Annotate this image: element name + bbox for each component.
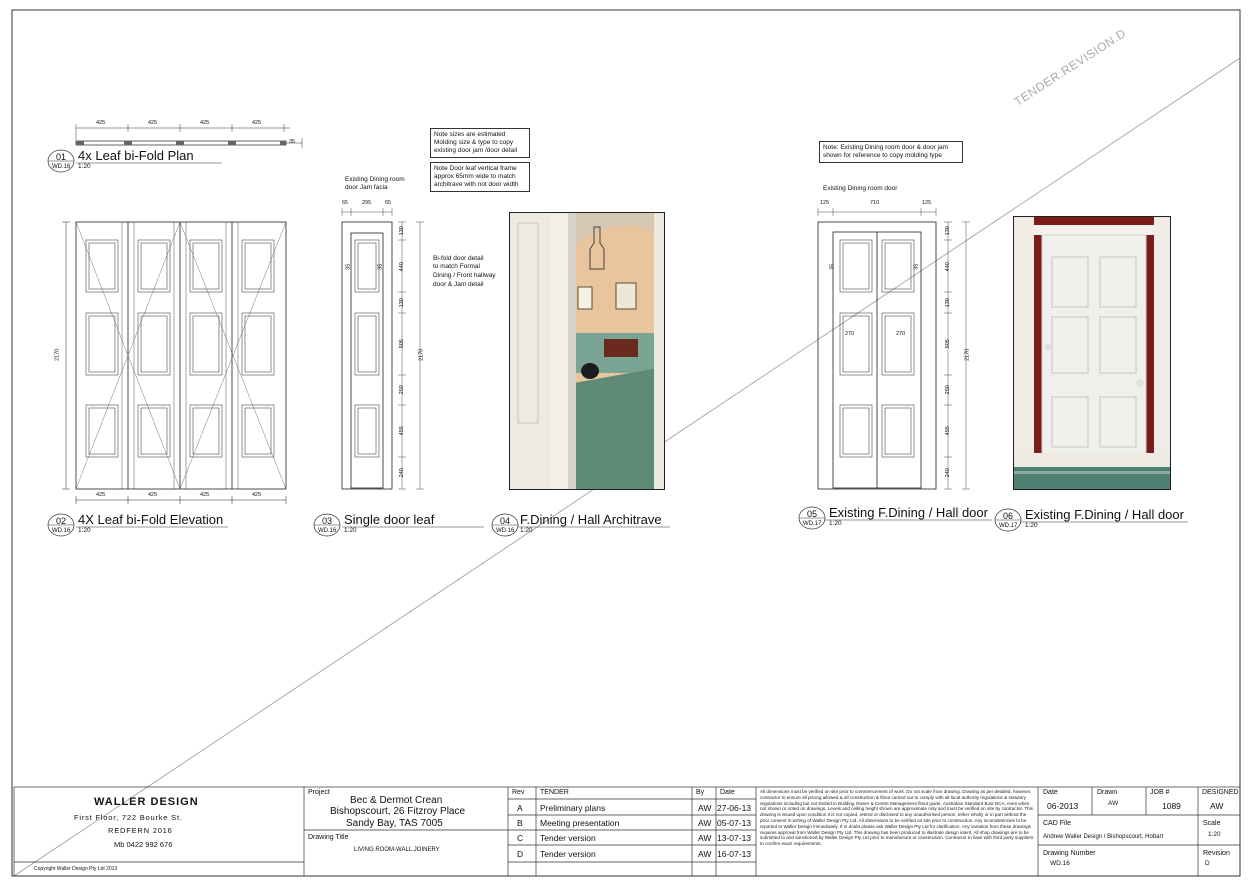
- dimension: 295: [362, 200, 372, 206]
- drawn-label: Drawn: [1097, 789, 1118, 796]
- dimension: 425: [200, 120, 210, 126]
- detail-scale: 1:20: [78, 527, 91, 534]
- annotation: to match Formal: [433, 263, 480, 270]
- annotation: Dining / Front hallway: [433, 272, 496, 279]
- detail-ref: WD.17: [803, 521, 822, 527]
- project-line: Bishopscourt, 26 Fitzroy Place: [330, 806, 466, 817]
- revision-date: 13-07-13: [717, 833, 752, 843]
- detail-title-04: F.Dining / Hall Architrave: [520, 512, 662, 527]
- by-header: By: [696, 789, 705, 796]
- tender-header: TENDER: [540, 789, 569, 796]
- company-mobile: Mb 0422 992 676: [114, 840, 173, 849]
- detail-ref: WD.17: [999, 523, 1018, 529]
- architrave-photo-drawing: [510, 213, 664, 489]
- dimension: 425: [252, 492, 262, 498]
- revision-label: Revision: [1203, 850, 1230, 857]
- annotation: Existing Dining room: [345, 176, 405, 183]
- revision-desc: Meeting presentation: [540, 818, 620, 828]
- dimension: 240: [398, 468, 405, 478]
- architrave-photo: [509, 212, 665, 490]
- detail-title-05: Existing F.Dining / Hall door: [829, 505, 988, 520]
- revision-date: 05-07-13: [717, 818, 752, 828]
- dimension: 2170: [964, 348, 971, 361]
- project-line: Bec & Dermot Crean: [350, 795, 443, 806]
- note-line: Note Door leaf vertical frame: [434, 165, 517, 172]
- cad-file-label: CAD File: [1043, 820, 1072, 827]
- dimension: 125: [820, 200, 830, 206]
- annotation: Existing Dining room door: [823, 185, 898, 192]
- dimension: 65: [385, 200, 392, 206]
- date-label: Date: [1043, 789, 1058, 796]
- revision-code: C: [517, 833, 524, 843]
- dimension: 2170: [418, 348, 425, 361]
- designed-label: DESIGNED: [1202, 789, 1239, 796]
- dimension: 35: [913, 263, 920, 270]
- company-address: First Floor, 722 Bourke St.: [74, 813, 183, 822]
- existing-door-photo: [1013, 216, 1171, 490]
- detail-scale: 1:20: [344, 527, 357, 534]
- dimension: 130: [944, 298, 951, 308]
- revision-date: 16-07-13: [717, 849, 752, 859]
- company-city: REDFERN 2016: [108, 826, 173, 835]
- dimension: 130: [398, 226, 405, 236]
- detail-title-01: 4x Leaf bi-Fold Plan: [78, 148, 194, 163]
- annotation: door & Jam detail: [433, 281, 484, 288]
- note-line: shown for reference to copy molding type: [823, 152, 942, 159]
- detail-number: 03: [322, 516, 333, 526]
- dimension: 425: [252, 120, 262, 126]
- dimension: 455: [398, 426, 405, 436]
- revision-by: AW: [698, 849, 712, 859]
- dimension: 270: [845, 331, 855, 337]
- single-leaf-03: [342, 208, 424, 489]
- note-line: Molding size & type to copy: [434, 139, 514, 146]
- detail-scale: 1:20: [78, 163, 91, 170]
- revision-code: B: [517, 818, 523, 828]
- dimension: 240: [944, 468, 951, 478]
- detail-number: 02: [56, 516, 67, 526]
- detail-scale: 1:20: [1025, 522, 1038, 529]
- dimension: 65: [342, 200, 349, 206]
- dimension: 130: [944, 226, 951, 236]
- drawn-value: AW: [1108, 800, 1119, 807]
- detail-title-03: Single door leaf: [344, 512, 435, 527]
- dimension: 440: [944, 262, 951, 272]
- dimension: 505: [398, 339, 405, 349]
- detail-title-02: 4X Leaf bi-Fold Elevation: [78, 512, 224, 527]
- revision-code: D: [517, 849, 524, 859]
- detail-scale: 1:20: [829, 520, 842, 527]
- note-box-existing: [819, 141, 963, 163]
- dimension: 425: [96, 492, 106, 498]
- dimension: 710: [870, 200, 880, 206]
- dimension: 250: [398, 385, 405, 395]
- dimension: 35: [289, 139, 296, 145]
- project-line: Sandy Bay, TAS 7005: [346, 818, 443, 829]
- revision-date: 27-06-13: [717, 803, 752, 813]
- dimension: 35: [829, 263, 836, 270]
- revision-value: D: [1205, 860, 1210, 867]
- detail-title-06: Existing F.Dining / Hall door: [1025, 507, 1184, 522]
- revision-by: AW: [698, 833, 712, 843]
- job-label: JOB #: [1150, 789, 1170, 796]
- dimension: 425: [148, 120, 158, 126]
- detail-ref: WD.16: [496, 528, 515, 534]
- dimension: 440: [398, 262, 405, 272]
- note-line: existing door jam /door detail: [434, 147, 518, 154]
- note-line: Note sizes are estimated: [434, 131, 506, 138]
- project-label: Project: [308, 789, 330, 796]
- date-value: 06-2013: [1047, 801, 1079, 811]
- note-line: Note: Existing Dining room door & door jam: [823, 144, 949, 151]
- dimension: 250: [944, 385, 951, 395]
- revision-code: A: [517, 803, 523, 813]
- dimension: 505: [944, 339, 951, 349]
- existing-door-05: [818, 208, 970, 489]
- note-box-frame: [430, 162, 530, 192]
- job-value: 1089: [1162, 801, 1181, 811]
- drawing-title-label: Drawing Title: [308, 834, 349, 841]
- dimension: 425: [200, 492, 210, 498]
- dimension: 2170: [54, 348, 61, 361]
- detail-scale: 1:20: [520, 527, 533, 534]
- annotation: door Jam facia: [345, 184, 388, 191]
- scale-label: Scale: [1203, 820, 1221, 827]
- rev-header: Rev: [512, 789, 525, 796]
- date-header: Date: [720, 789, 735, 796]
- designed-value: AW: [1210, 801, 1224, 811]
- copyright: Copyright Waller Design Pty Ltd 2013: [34, 866, 118, 872]
- detail-number: 05: [807, 509, 818, 519]
- dimension: 425: [96, 120, 106, 126]
- revision-by: AW: [698, 818, 712, 828]
- revision-by: AW: [698, 803, 712, 813]
- cad-file-value: Andrew Waller Design / Bishopscourt, Hobart: [1043, 834, 1164, 840]
- dimension: 455: [944, 426, 951, 436]
- note-line: architrave with not door width: [434, 181, 519, 188]
- revision-desc: Preliminary plans: [540, 803, 606, 813]
- revision-desc: Tender version: [540, 833, 596, 843]
- drawing-number-value: WD.16: [1050, 860, 1070, 867]
- drawing-title: LIVING.ROOM-WALL.JOINERY: [354, 847, 440, 853]
- revision-desc: Tender version: [540, 849, 596, 859]
- detail-ref: WD.16: [318, 528, 337, 534]
- disclaimer-text: All dimensions must be verified on site prior to commencement of work. Do not scale from drawing. Drawing as per detailed, however, contractor to ensure all pricing allowed & all construction & fitout carried out to comply with all local authority regulations & statutory regulations including but not limited to Building Owner & Centre Management fitout guide, Australian Standard BJor BCA, even when not shown or noted on drawings. Levels and ceiling height shown are approximate only and must be verified on site by contractor. This drawing is issued upon condition it is not copied, retired or disclosed to any unauthorised person, either wholly or in part without the prior consent in writing of Waller Design Pty Ltd. All dimensions to be verified on site prior to construction. Any inconsistencies to be reported to Waller Design immediately. If in doubt please ask Waller Design Pty Ltd for clarification. Any variation from these drawings requires approval from Waller Design Pty Ltd. This drawing has been produced to illustrate design intent. All shop drawings are to be submitted to and sanctioned by Waller Design Pty Ltd prior to manufacture or construction. Contractor to liase with third party suppliers to confirm exact requirements.: [760, 789, 1034, 847]
- detail-ref: WD.16: [52, 164, 71, 170]
- drawing-number-label: Drawing Number: [1043, 850, 1096, 857]
- company-name: WALLER DESIGN: [94, 796, 199, 808]
- note-line: approx 65mm wide to match: [434, 173, 516, 180]
- annotation: Bi-fold door detail: [433, 255, 484, 262]
- watermark-text: TENDER.REVISION.D: [1011, 26, 1129, 109]
- detail-ref: WD.16: [52, 528, 71, 534]
- scale-value: 1:20: [1208, 831, 1221, 838]
- detail-number: 01: [56, 152, 67, 162]
- dimension: 425: [148, 492, 158, 498]
- detail-number: 04: [500, 516, 511, 526]
- door-photo-drawing: [1014, 217, 1170, 489]
- dimension: 125: [922, 200, 932, 206]
- note-box-estimates: [430, 128, 530, 158]
- dimension: 130: [398, 298, 405, 308]
- plan-01: [76, 124, 302, 148]
- detail-number: 06: [1003, 511, 1014, 521]
- dimension: 35: [345, 263, 352, 270]
- dimension: 270: [896, 331, 906, 337]
- elevation-02: [62, 222, 286, 504]
- dimension: 35: [377, 263, 384, 270]
